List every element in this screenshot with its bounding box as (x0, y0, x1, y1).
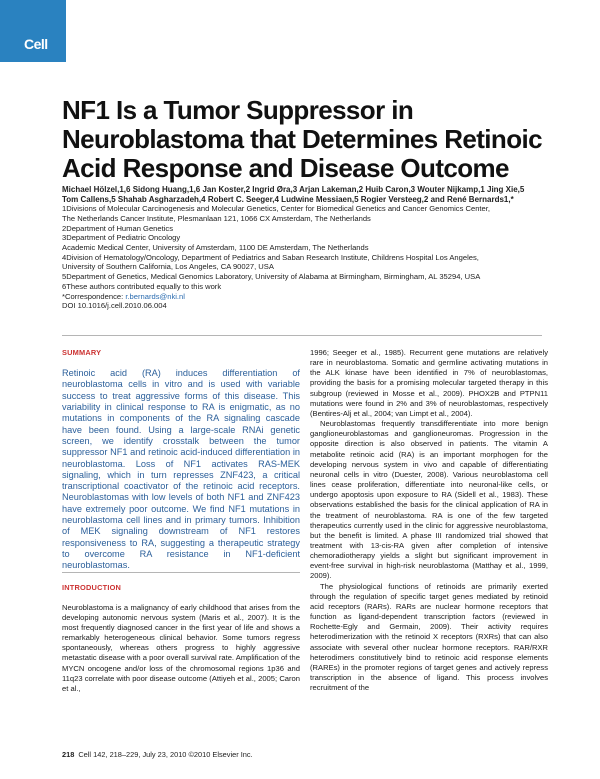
correspondence-label: *Correspondence: (62, 291, 126, 301)
affiliation: The Netherlands Cancer Institute, Plesmanlaan 121, 1066 CX Amsterdam, The Netherlands (62, 213, 371, 223)
right-column (310, 348, 548, 693)
divider (62, 335, 542, 336)
authors-line-1: Michael Hölzel,1,6 Sidong Huang,1,6 Jan Koster,2 Ingrid Øra,3 Arjan Lakeman,2 Huib Caron,3 Wouter Nijkamp,1 Jing Xie,5 (62, 185, 525, 194)
left-column (62, 348, 300, 694)
affiliation: 6These authors contributed equally to this work (62, 281, 222, 291)
correspondence (62, 292, 552, 302)
author-block (62, 185, 552, 311)
affiliation: 5Department of Genetics, Medical Genomics Laboratory, University of Alabama at Birmingham, Birmingham, AL 35294, USA (62, 272, 481, 282)
introduction-heading: INTRODUCTION (62, 582, 122, 592)
doi: DOI 10.1016/j.cell.2010.06.004 (62, 301, 167, 311)
journal-logo-text: Cell (24, 36, 48, 52)
summary-heading: SUMMARY (62, 348, 102, 357)
correspondence-email-link[interactable]: r.bernards@nki.nl (125, 291, 185, 301)
intro-paragraph: Neuroblastoma is a malignancy of early childhood that arises from the developing autonomic nervous system (Maris et al., 2007). It is the most frequently diagnosed cancer in the first year of life and shows a remarkably heterogeneous clinical behavior. Some tumors regress spontaneously, whereas others progress to highly aggressive metastatic disease with a poor overall survival rate. Amplification of the MYCN oncogene and/or loss of the chromosomal regions 1p36 and 11q23 correlate with poor disease outcome (Attiyeh et al., 2005; Caron et al., (62, 602, 300, 693)
journal-logo (0, 0, 66, 62)
body-paragraph: Neuroblastomas frequently transdifferentiate into more benign ganglioneuroblastomas and ganglioneuromas. Progression in the opposite direction is also observed in patients. The vitamin A metabolite retinoic acid (RA) is an important morphogen for the developing nervous system in vivo and capable of differentiating neuronal cells in vitro (Duester, 2008). Various neuroblastoma cell lines cease proliferation, differentiate into neuronal-like cells, or undergo apoptosis upon exposure to RA (Sidell et al., 1983). These observations established the basis for the clinical application of RA in the treatment of neuroblastoma. RA is one of the few targeted therapeutics currently used in the clinic for aggressive neuroblastoma, but the benefit is limited. A phase III randomized trial showed that treatment with 13-cis-RA given after completion of intensive chemoradiotherapy yields a slight but significant improvement in event-free survival in high-risk neuroblastoma (Matthay et al., 1999, 2009). (310, 419, 548, 581)
page-footer (62, 750, 253, 759)
body-paragraph: 1996; Seeger et al., 1985). Recurrent gene mutations are relatively rare in neuroblastoma. Somatic and germline activating mutations in the ALK kinase have been identified in 7% of neuroblastomas, providing the basis for a promising molecular targeted therapy in this subgroup (reviewed in Mosse et al., 2009). PHOX2B and PTPN11 mutations were found in 2% and 3% of neuroblastomas, respectively (Bentires-Alj et al., 2004; van Limpt et al., 2004). (310, 348, 548, 418)
article-title: NF1 Is a Tumor Suppressor in Neuroblastoma that Determines Retinoic Acid Response and Disease Outcome (62, 95, 542, 183)
affiliation: University of Southern California, Los Angeles, CA 90027, USA (62, 262, 274, 272)
divider (62, 572, 300, 573)
journal-citation: Cell 142, 218–229, July 23, 2010 ©2010 Elsevier Inc. (78, 750, 253, 759)
affiliation: 1Divisions of Molecular Carcinogenesis and Molecular Genetics, Center for Biomedical Genetics and Cancer Genomics Center, (62, 204, 490, 214)
authors-line-2: Tom Callens,5 Shahab Asgharzadeh,4 Robert C. Seeger,4 Ludwine Messiaen,5 Rogier Versteeg,2 and René Bernards1,* (62, 194, 514, 204)
affiliation: Academic Medical Center, University of Amsterdam, 1100 DE Amsterdam, The Netherlands (62, 243, 369, 252)
affiliation: 4Division of Hematology/Oncology, Department of Pediatrics and Saban Research Institute, Childrens Hospital Los Angeles, (62, 252, 479, 262)
affiliation: 3Department of Pediatric Oncology (62, 233, 181, 243)
page-number: 218 (62, 750, 75, 759)
body-paragraph: The physiological functions of retinoids are primarily exerted through the regulation of specific target genes mediated by retinoid acid receptors (RARs). RARs are nuclear hormone receptors that function as ligand-dependent transcription factors (reviewed in Rochette-Egly and Germain, 2009). Their activity requires heterodimerization with the retinoid X receptors (RXRs) that can also associate with several other nuclear hormone receptors. RAR/RXR heterodimers constitutively bind to retinoic acid response elements (RAREs) in the promoter regions of target genes and actively repress transcription in the absence of ligand. This process involves recruitment of the (310, 581, 548, 693)
affiliation: 2Department of Human Genetics (62, 223, 174, 233)
summary-text: Retinoic acid (RA) induces differentiation of neuroblastoma cells in vitro and is used with variable success to treat aggressive forms of this disease. This variability in clinical response to RA is enigmatic, as no mutations in components of the RA signaling cascade have been found. Using a large-scale RNAi genetic screen, we identify crosstalk between the tumor suppressor NF1 and retinoic acid-induced differentiation in neuroblastoma. Loss of NF1 activates RAS-MEK signaling, which in turn represses ZNF423, a critical transcriptional coactivator of the retinoic acid receptors. Neuroblastomas with low levels of both NF1 and ZNF423 have extremely poor outcome. We find NF1 mutations in neuroblastoma cell lines and in primary tumors. Inhibition of MEK signaling downstream of NF1 restores responsiveness to RA, suggesting a therapeutic strategy to overcome RA resistance in NF1-deficient neuroblastomas. (62, 368, 300, 571)
